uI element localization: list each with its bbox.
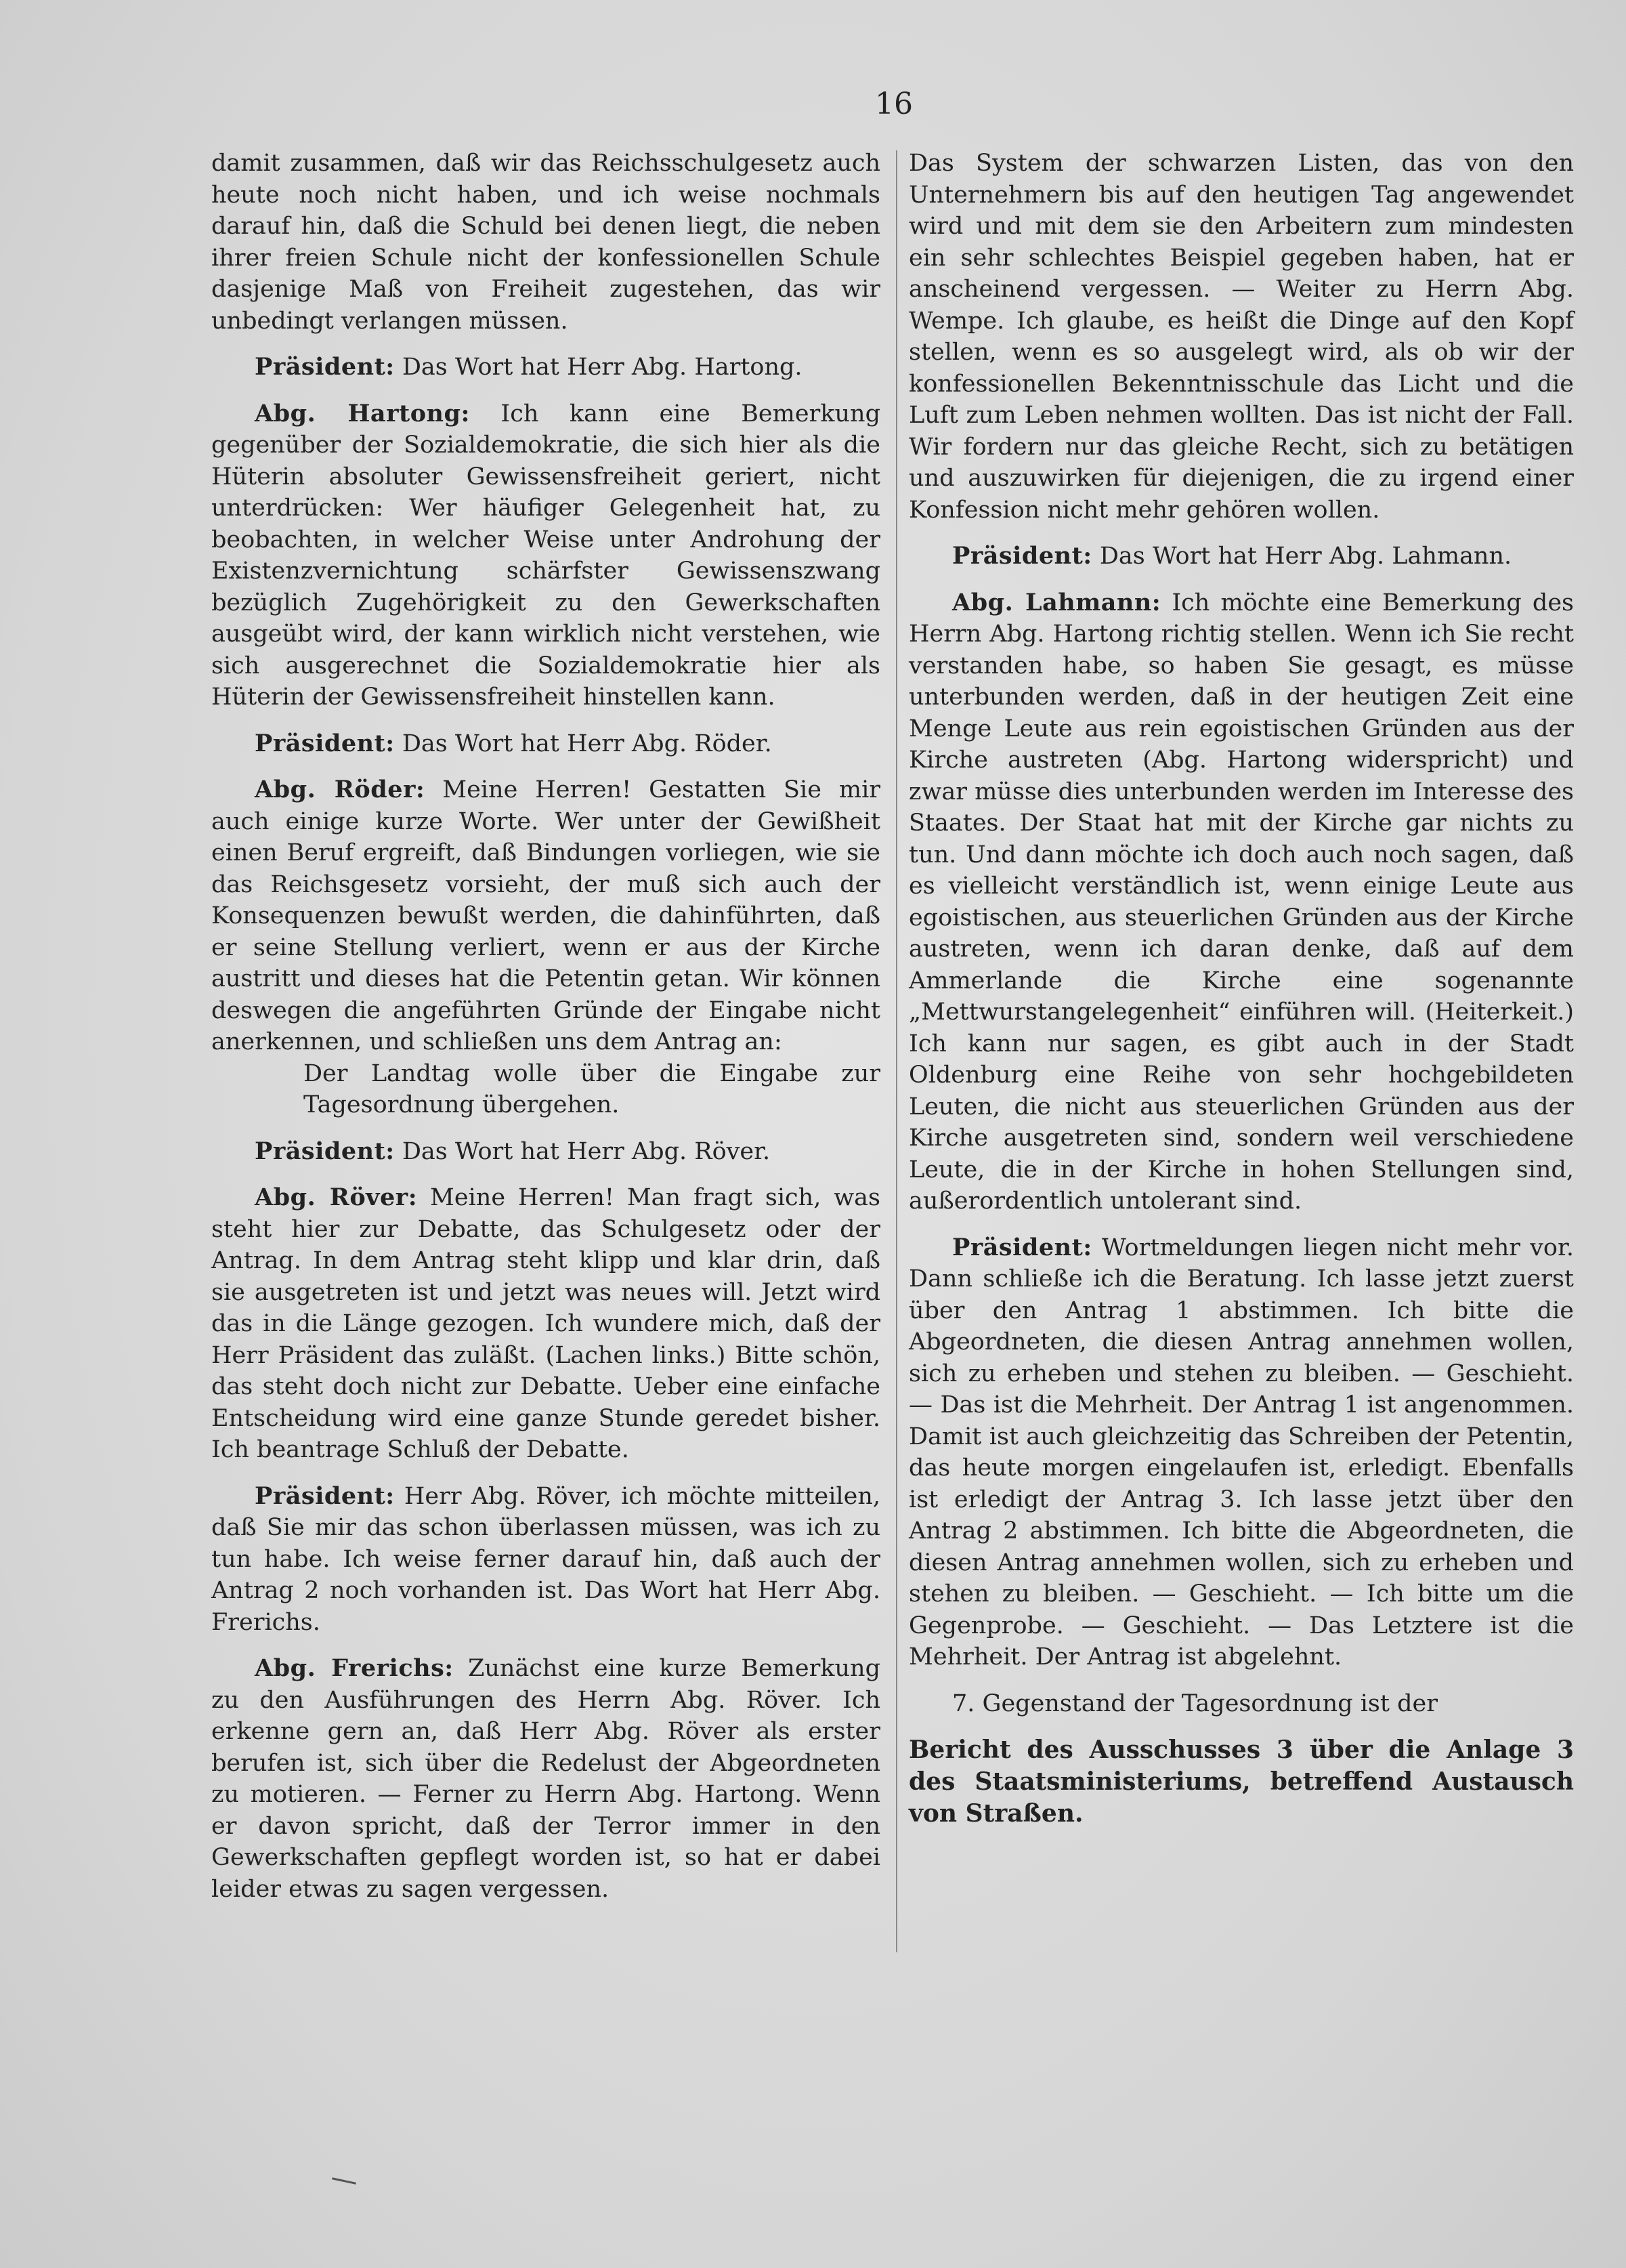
speaker-name: Abg. Lahmann: bbox=[952, 588, 1161, 616]
paragraph-text: Bericht des Ausschusses 3 über die Anlage 3 des Staatsministeriums, betreffend Austausch von Straßen. bbox=[909, 1736, 1574, 1828]
speech-paragraph bbox=[909, 541, 1574, 572]
speech-paragraph bbox=[211, 1136, 880, 1168]
left-column bbox=[211, 148, 880, 1920]
paragraph-text: Ich möchte eine Bemerkung des Herrn Abg. Hartong richtig stellen. Wenn ich Sie recht verstanden habe, so haben Sie gesagt, es müsse unterbunden werden, daß in der heutigen Zeit eine Menge Leute aus rein egoistischen Gründen aus der Kirche austreten (Abg. Hartong widerspricht) und zwar müsse dies unterbunden werden im Interesse des Staates. Der Staat hat mit der Kirche gar nichts zu tun. Und dann möchte ich doch auch noch sagen, daß es vielleicht verständlich ist, wenn einige Leute aus egoistischen, aus steuerlichen Gründen aus der Kirche austreten, wenn ich daran denke, daß auf dem Ammerlande die Kirche eine sogenannte „Mettwurstangelegenheit“ einführen will. (Heiterkeit.) Ich kann nur sagen, es gibt auch in der Stadt Oldenburg eine Reihe von sehr hochgebildeten Leuten, die nicht aus steuerlichen Gründen aus der Kirche ausgetreten sind, sondern weil verschiedene Leute, die in der Kirche in hohen Stellungen sind, außerordentlich untolerant sind. bbox=[909, 589, 1574, 1215]
paragraph-continued bbox=[909, 148, 1574, 526]
paragraph-text: Das System der schwarzen Listen, das von den Unternehmern bis auf den heutigen Tag angewendet wird und mit dem sie den Arbeitern zum mindesten ein sehr schlechtes Beispiel gegeben haben, hat er anscheinend vergessen. — Weiter zu Herrn Abg. Wempe. Ich glaube, es heißt die Dinge auf den Kopf stellen, wenn es so ausgelegt wird, als ob wir der konfessionellen Bekenntnisschule das Licht und die Luft zum Leben nehmen wollten. Das ist nicht der Fall. Wir fordern nur das gleiche Recht, sich zu betätigen und auszuwirken für diejenigen, die zu irgend einer Konfession nicht mehr gehören wollen. bbox=[909, 150, 1574, 524]
speech-paragraph bbox=[211, 728, 880, 760]
paragraph-text: Ich kann eine Bemerkung gegenüber der Sozialdemokratie, die sich hier als die Hüterin absoluter Gewissensfreiheit geriert, nicht unterdrücken: Wer häufiger Gelegenheit hat, zu beobachten, in welcher Weise unter Androhung der Existenzvernichtung schärfster Gewissenszwang bezüglich Zugehörigkeit zu den Gewerkschaften ausgeübt wird, der kann wirklich nicht verstehen, wie sich ausgerechnet die Sozialdemokratie hier als Hüterin der Gewissensfreiheit hinstellen kann. bbox=[211, 400, 880, 711]
paragraph-text: Wortmeldungen liegen nicht mehr vor. Dann schließe ich die Beratung. Ich lasse jetzt zuerst über den Antrag 1 abstimmen. Ich bitte die Abgeordneten, die diesen Antrag annehmen wollen, sich zu erheben und stehen zu bleiben. — Geschieht. — Das ist die Mehrheit. Der Antrag 1 ist angenommen. Damit ist auch gleichzeitig das Schreiben der Petentin, das heute morgen eingelaufen ist, erledigt. Ebenfalls ist erledigt der Antrag 3. Ich lasse jetzt über den Antrag 2 abstimmen. Ich bitte die Abgeordneten, die diesen Antrag annehmen wollen, sich zu erheben und stehen zu bleiben. — Geschieht. — Ich bitte um die Gegenprobe. — Geschieht. — Das Letztere ist die Mehrheit. Der Antrag ist abgelehnt. bbox=[909, 1234, 1574, 1671]
speaker-name: Präsident: bbox=[255, 729, 395, 757]
speaker-name: Präsident: bbox=[255, 1482, 395, 1510]
speaker-name: Präsident: bbox=[255, 1137, 395, 1165]
right-column bbox=[909, 148, 1574, 1830]
agenda-item bbox=[909, 1688, 1574, 1720]
speaker-name: Präsident: bbox=[952, 542, 1092, 570]
paragraph-text: Das Wort hat Herr Abg. Röder. bbox=[402, 730, 772, 757]
speaker-name: Abg. Hartong: bbox=[255, 399, 470, 427]
speech-paragraph bbox=[211, 398, 880, 713]
agenda-heading bbox=[909, 1734, 1574, 1830]
paragraph-text: Meine Herren! Man fragt sich, was steht hier zur Debatte, das Schulgesetz oder der Antrag. In dem Antrag steht klipp und klar drin, daß sie ausgetreten ist und jetzt was neues will. Jetzt wird das in die Länge gezogen. Ich wundere mich, daß der Herr Präsident das zuläßt. (Lachen links.) Bitte schön, das steht doch nicht zur Debatte. Ueber eine einfache Entscheidung wird eine ganze Stunde geredet bisher. Ich beantrage Schluß der Debatte. bbox=[211, 1184, 880, 1463]
paragraph-text: Herr Abg. Röver, ich möchte mitteilen, daß Sie mir das schon überlassen müssen, was ich zu tun habe. Ich weise ferner darauf hin, daß auch der Antrag 2 noch vorhanden ist. Das Wort hat Herr Abg. Frerichs. bbox=[211, 1482, 880, 1636]
column-divider bbox=[896, 150, 897, 1952]
speech-paragraph bbox=[211, 774, 880, 1058]
speech-paragraph bbox=[211, 1653, 880, 1905]
paragraph-text: Das Wort hat Herr Abg. Röver. bbox=[402, 1137, 771, 1165]
paragraph-text: Das Wort hat Herr Abg. Hartong. bbox=[402, 354, 803, 381]
speech-paragraph bbox=[211, 352, 880, 383]
paragraph-text: 7. Gegenstand der Tagesordnung ist der bbox=[952, 1689, 1438, 1717]
paragraph-text: Das Wort hat Herr Abg. Lahmann. bbox=[1099, 543, 1512, 570]
speaker-name: Abg. Frerichs: bbox=[255, 1654, 454, 1682]
motion-quote bbox=[211, 1058, 880, 1121]
page-number: 16 bbox=[875, 87, 913, 121]
ink-mark bbox=[332, 2177, 356, 2184]
speech-paragraph bbox=[909, 1232, 1574, 1673]
speaker-name: Präsident: bbox=[255, 353, 395, 381]
paragraph-text: Meine Herren! Gestatten Sie mir auch einige kurze Worte. Wer unter der Gewißheit einen Beruf ergreift, daß Bindungen vorliegen, wie sie das Reichsgesetz vorsieht, der muß sich auch der Konsequenzen bewußt werden, die dahinführten, daß er seine Stellung verliert, wenn er aus der Kirche austritt und dieses hat die Petentin getan. Wir können deswegen die angeführten Gründe der Eingabe nicht anerkennen, und schließen uns dem Antrag an: bbox=[211, 776, 880, 1055]
paragraph-text: damit zusammen, daß wir das Reichsschulgesetz auch heute noch nicht haben, und ich weise nochmals darauf hin, daß die Schuld bei denen liegt, die neben ihrer freien Schule nicht der konfessionellen Schule dasjenige Maß von Freiheit zugestehen, das wir unbedingt verlangen müssen. bbox=[211, 150, 880, 335]
speech-paragraph bbox=[909, 587, 1574, 1217]
paragraph-text: Der Landtag wolle über die Eingabe zur Tagesordnung übergehen. bbox=[303, 1059, 880, 1118]
speech-paragraph bbox=[211, 1182, 880, 1466]
speech-paragraph bbox=[211, 1481, 880, 1639]
speaker-name: Abg. Röder: bbox=[255, 776, 425, 803]
paragraph-continued bbox=[211, 148, 880, 337]
paragraph-text: Zunächst eine kurze Bemerkung zu den Ausführungen des Herrn Abg. Röver. Ich erkenne gern an, daß Herr Abg. Röver als erster berufen ist, sich über die Redelust der Abgeordneten zu motieren. — Ferner zu Herrn Abg. Hartong. Wenn er davon spricht, daß der Terror immer in den Gewerkschaften gepflegt worden ist, so hat er dabei leider etwas zu sagen vergessen. bbox=[211, 1655, 881, 1903]
speaker-name: Präsident: bbox=[952, 1233, 1092, 1261]
speaker-name: Abg. Röver: bbox=[255, 1183, 418, 1211]
